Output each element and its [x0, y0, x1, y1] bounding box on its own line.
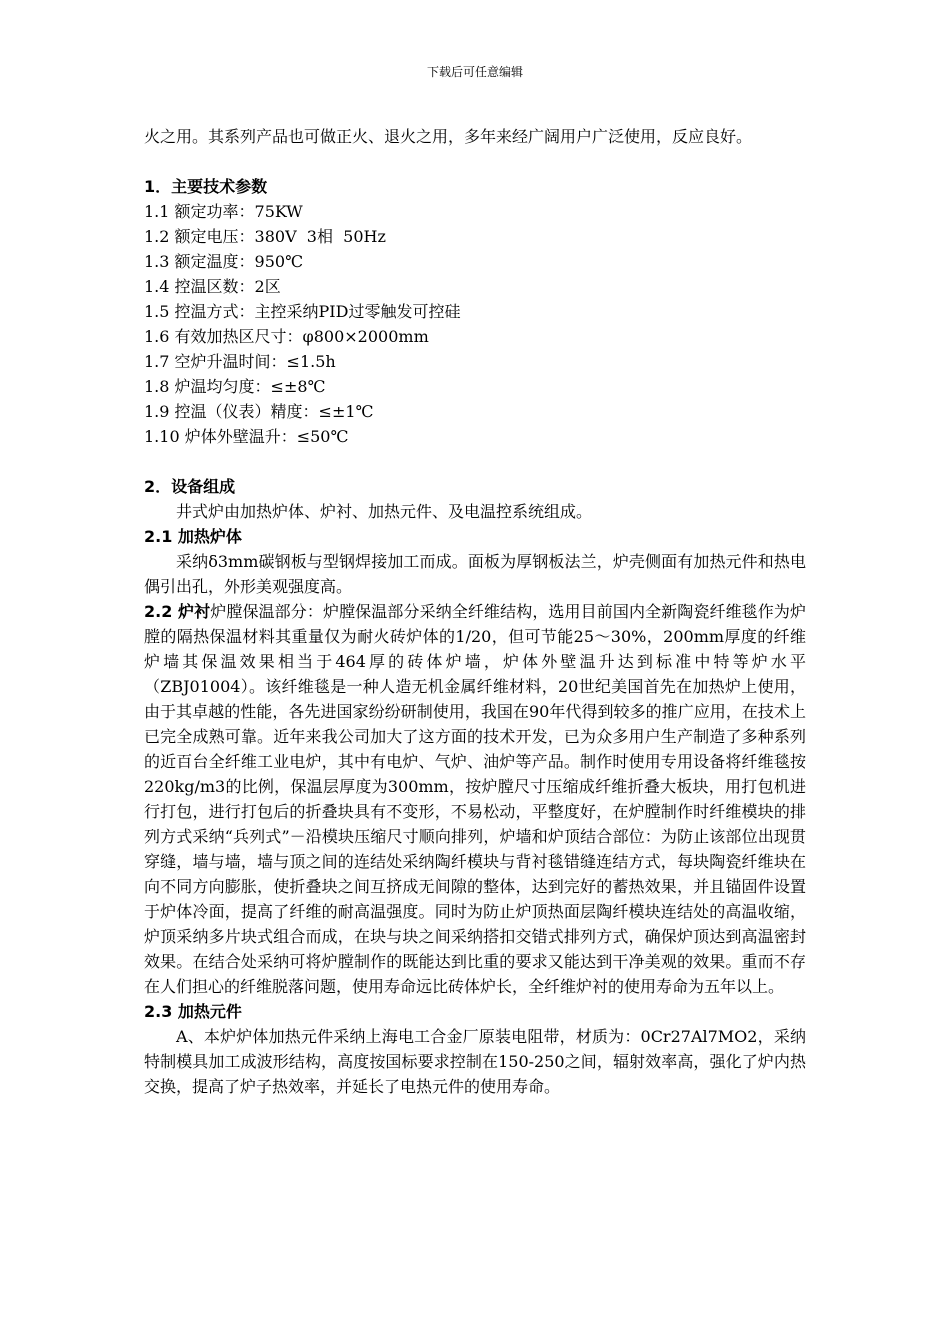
subsection-2-2-paragraph — [144, 599, 806, 999]
parameter-item: 1.10 炉体外壁温升：≤50℃ — [144, 427, 349, 446]
parameter-item: 1.9 控温（仪表）精度：≤±1℃ — [144, 402, 374, 421]
parameter-list — [144, 199, 806, 449]
parameter-item: 1.3 额定温度：950℃ — [144, 252, 303, 271]
parameter-item: 1.6 有效加热区尺寸：φ800×2000mm — [144, 327, 429, 346]
section-2-title: 2．设备组成 — [144, 477, 236, 496]
parameter-item: 1.1 额定功率：75KW — [144, 202, 303, 221]
section-1-title: 1．主要技术参数 — [144, 177, 268, 196]
parameter-item: 1.4 控温区数：2区 — [144, 277, 281, 296]
spacer — [144, 149, 806, 174]
parameter-item: 1.8 炉温均匀度：≤±8℃ — [144, 377, 326, 396]
subsection-2-2-title: 2.2 炉衬 — [144, 602, 211, 621]
subsection-2-1-text: 采纳δ3mm碳钢板与型钢焊接加工而成。面板为厚钢板法兰，炉壳侧面有加热元件和热电偶引出孔，外形美观强度高。 — [144, 552, 806, 596]
document-body — [144, 124, 806, 1099]
subsection-2-2-text: 炉膛保温部分：炉膛保温部分采纳全纤维结构，选用目前国内全新陶瓷纤维毯作为炉膛的隔热保温材料其重量仅为耐火砖炉体的1/20，但可节能25～30%，200mm厚度的纤维炉墙其保温效果相当于464厚的砖体炉墙，炉体外壁温升达到标准中特等炉水平（ZBJ01004）。该纤维毯是一种人造无机金属纤维材料，20世纪美国首先在加热炉上使用，由于其卓越的性能，各先进国家纷纷研制使用，我国在90年代得到较多的推广应用，在技术上已完全成熟可靠。近年来我公司加大了这方面的技术开发，已为众多用户生产制造了多种系列的近百台全纤维工业电炉，其中有电炉、气炉、油炉等产品。制作时使用专用设备将纤维毯按220kg/m3的比例，保温层厚度为300mm，按炉膛尺寸压缩成纤维折叠大板块，用打包机进行打包，进行打包后的折叠块具有不变形，不易松动，平整度好，在炉膛制作时纤维模块的排列方式采纳“兵列式”－沿模块压缩尺寸顺向排列，炉墙和炉顶结合部位：为防止该部位出现贯穿缝，墙与墙，墙与顶之间的连结处采纳陶纤模块与背衬毯错缝连结方式，每块陶瓷纤维块在向不同方向膨胀，使折叠块之间互挤成无间隙的整体，达到完好的蓄热效果，并且锚固件设置于炉体冷面，提高了纤维的耐高温强度。同时为防止炉顶热面层陶纤模块连结处的高温收缩，炉顶采纳多片块式组合而成，在块与块之间采纳搭扣交错式排列方式，确保炉顶达到高温密封效果。在结合处采纳可将炉膛制作的既能达到比重的要求又能达到干净美观的效果。重而不存在人们担心的纤维脱落问题，使用寿命远比砖体炉长，全纤维炉衬的使用寿命为五年以上。 — [144, 602, 806, 996]
spacer — [144, 449, 806, 474]
running-header: 下载后可任意编辑 — [426, 65, 523, 79]
parameter-item: 1.5 控温方式：主控采纳PID过零触发可控硅 — [144, 302, 461, 321]
intro-paragraph: 火之用。其系列产品也可做正火、退火之用，多年来经广阔用户广泛使用，反应良好。 — [144, 127, 753, 146]
parameter-item: 1.7 空炉升温时间：≤1.5h — [144, 352, 336, 371]
section-2-intro: 井式炉由加热炉体、炉衬、加热元件、及电温控系统组成。 — [176, 502, 593, 521]
subsection-2-3-title: 2.3 加热元件 — [144, 1002, 242, 1021]
subsection-2-1-title: 2.1 加热炉体 — [144, 527, 242, 546]
parameter-item: 1.2 额定电压：380V 3相 50Hz — [144, 227, 386, 246]
subsection-2-3-text: A、本炉炉体加热元件采纳上海电工合金厂原装电阻带，材质为：0Cr27Al7MO2，采纳特制模具加工成波形结构，高度按国标要求控制在150-250之间，辐射效率高，强化了炉内热交换，提高了炉子热效率，并延长了电热元件的使用寿命。 — [144, 1027, 806, 1096]
